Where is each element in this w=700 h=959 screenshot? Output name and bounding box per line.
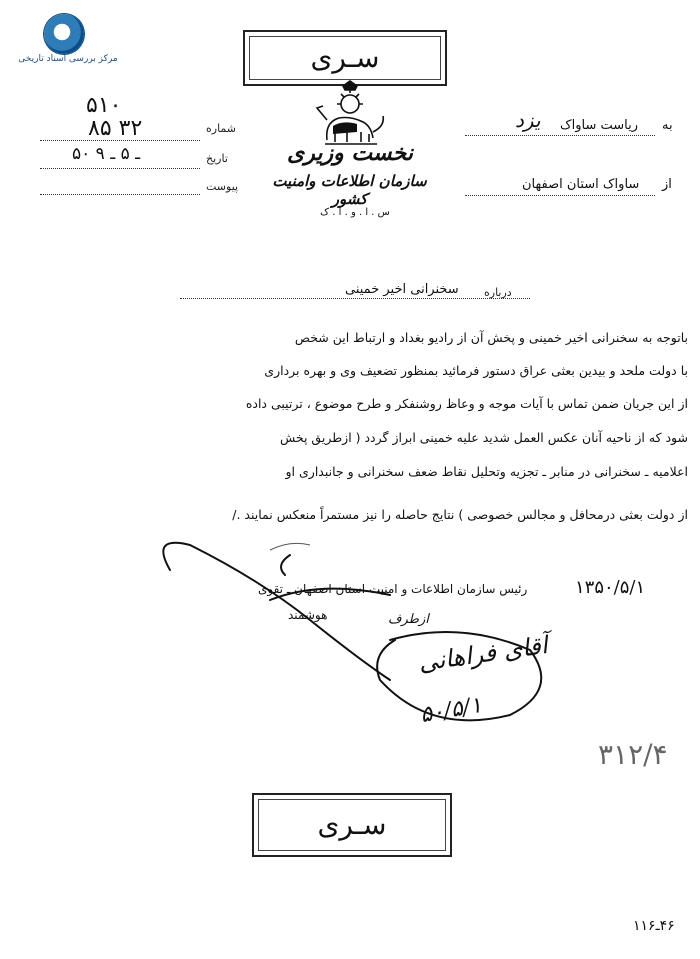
page-number: ۴۶ـ۱۱۶ — [633, 918, 675, 934]
body-line: با دولت ملحد و بیدین بعثی عراق دستور فرمائید بمنظور تضعیف وی و بهره برداری — [264, 363, 688, 378]
body-line: شود که از ناحیه آنان عکس العمل شدید علیه خمینی ابراز گردد ( ازطریق پخش — [279, 430, 688, 445]
secret-stamp-top — [243, 30, 447, 86]
watermark-text: مرکز بررسی اسناد تاریخی — [18, 54, 118, 64]
attachment-dotted-line — [40, 194, 200, 195]
secret-stamp-text: سـری — [317, 808, 387, 841]
signature-title: رئیس سازمان اطلاعات و امنیت استان اصفهان ـ تقوی — [258, 582, 528, 596]
date-value: ۵۰ ـ ۵ ـ ۹ — [72, 144, 141, 164]
to-text: ریاست ساواک — [560, 118, 639, 133]
from-dotted-line — [465, 195, 655, 196]
number-value: ۸۵ ۳۲ — [88, 116, 143, 141]
document-date: ۱۳۵۰/۵/۱ — [575, 577, 646, 598]
ministry-title: نخست وزیری — [287, 140, 413, 166]
date-dotted-line — [40, 168, 200, 169]
body-line: از این جریان ضمن تماس با آیات موجه و وعاظ روشنفکر و طرح موضوع ، ترتیبی داده — [245, 396, 688, 411]
number-dotted-line — [40, 140, 200, 141]
from-text: ساواک استان اصفهان — [522, 177, 640, 192]
subject-dotted-line — [180, 298, 530, 299]
body-line: باتوجه به سخنرانی اخیر خمینی و پخش آن از رادیو بغداد و ارتباط این شخص — [294, 330, 688, 345]
archive-logo-icon — [44, 14, 84, 54]
secret-stamp-text: سـری — [310, 41, 380, 74]
to-dotted-line — [465, 135, 655, 136]
subject-text: سخنرانی اخیر خمینی — [345, 282, 459, 297]
handwritten-note-prefix: ازطرف — [388, 612, 429, 627]
number-prefix: ۵۱۰ — [86, 93, 122, 118]
handwritten-note: آقای فراهانی — [416, 631, 550, 677]
number-label: شماره — [206, 122, 237, 135]
body-line: از دولت بعثی درمحافل و مجالس خصوصی ) نتایج حاصله را نیز مستمراً منعکس نمایند ./ — [232, 507, 688, 522]
date-label: تاریخ — [206, 152, 228, 165]
body-line: اعلامیه ـ سخنرانی در منابر ـ تجزیه وتحلیل نقاط ضعف سخنرانی و جانبداری او — [285, 464, 688, 479]
subject-label: درباره — [484, 286, 512, 299]
watermark — [8, 14, 128, 64]
organization-title: سازمان اطلاعات وامنیت کشور — [272, 172, 427, 208]
attachment-label: پیوست — [206, 180, 239, 193]
handwritten-date: ۵۰/۵/۱ — [418, 692, 484, 729]
archive-number: ۳۱۲/۴ — [598, 738, 668, 771]
organization-code: س . ا . و . ا . ک — [320, 207, 390, 218]
signature-name: هوشمند — [288, 608, 328, 622]
to-prefix: به — [662, 118, 673, 133]
from-prefix: از — [662, 177, 672, 192]
to-handwritten: یزد — [515, 108, 541, 132]
secret-stamp-bottom — [252, 793, 452, 857]
signature-scribble — [140, 530, 560, 740]
